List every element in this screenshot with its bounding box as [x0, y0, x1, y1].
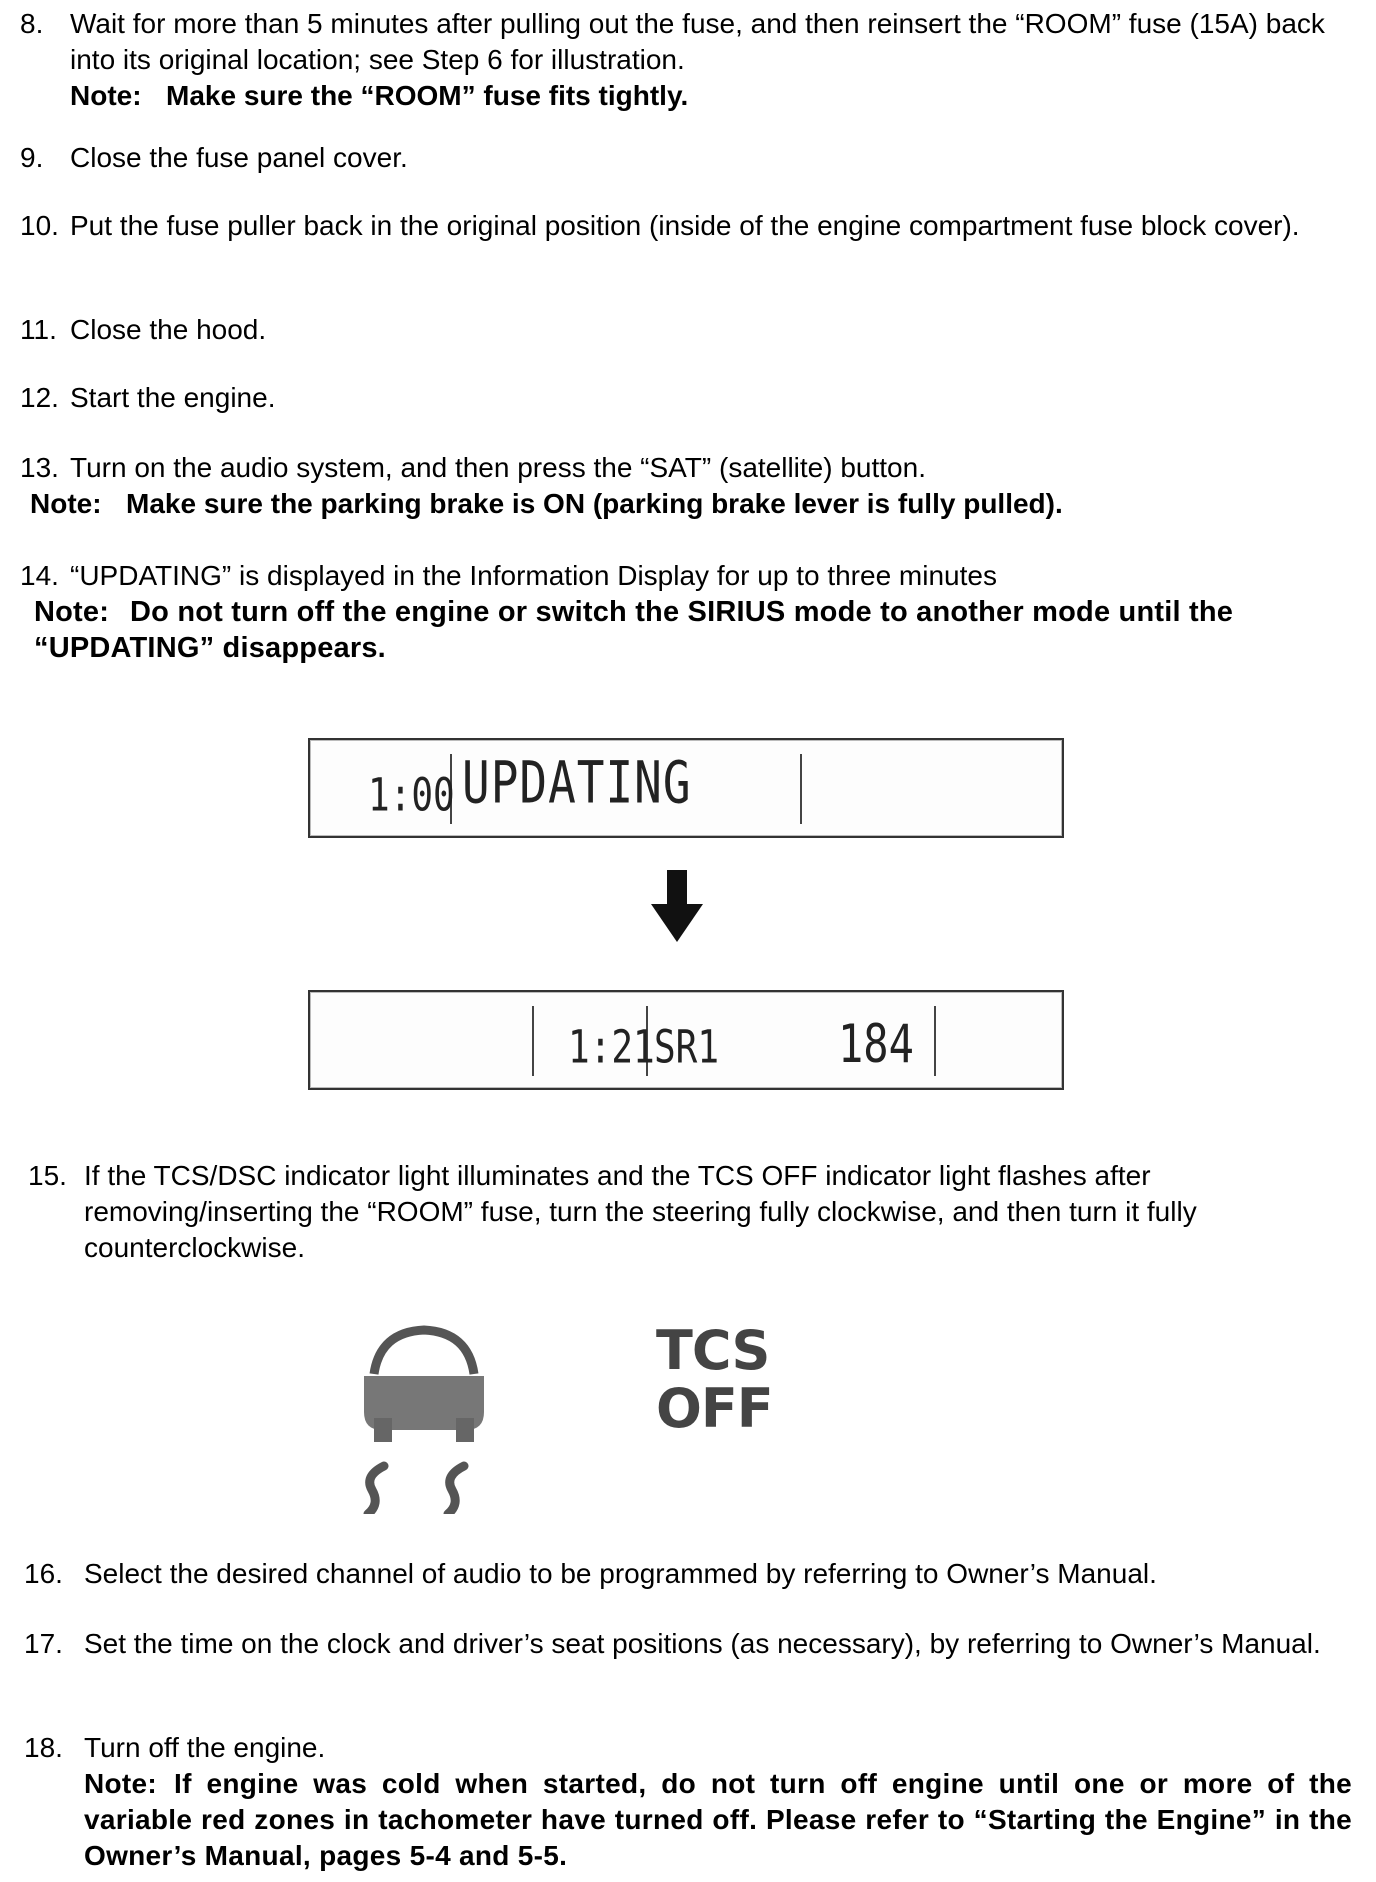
step-text: Select the desired channel of audio to be programmed by referring to Owner’s Manual. — [84, 1558, 1157, 1589]
step-number: 16. — [24, 1558, 63, 1589]
step-number: 17. — [24, 1628, 63, 1659]
step-8 — [20, 6, 1352, 114]
step-13 — [20, 450, 1352, 522]
note-label: Note: — [34, 596, 110, 628]
step-number: 8. — [20, 8, 44, 39]
step-number: 12. — [20, 382, 59, 413]
display-divider — [800, 754, 802, 824]
step-text: Wait for more than 5 minutes after pulling out the fuse, and then reinsert the “ROOM” fuse (15A) back into its original location; see Step 6 for illustration. — [70, 8, 1325, 75]
display-channel-name: SR1 — [654, 1022, 720, 1074]
traction-slip-icon — [352, 1314, 496, 1514]
off-label: OFF — [656, 1377, 773, 1440]
note-text: If engine was cold when started, do not turn off engine until one or more of the variable red zones in tachometer have turned off. Please refer to “Starting the Engine” in the Owner’s Manual, pages 5-4 and 5-5. — [84, 1768, 1352, 1871]
step-text: “UPDATING” is displayed in the Information Display for up to three minutes — [70, 560, 997, 591]
note-label: Note: — [70, 80, 142, 111]
step-note — [30, 486, 1352, 522]
display-time: 1:21 — [568, 1022, 655, 1074]
step-number: 15. — [28, 1160, 67, 1191]
step-text: Close the fuse panel cover. — [70, 142, 408, 173]
step-15 — [20, 1158, 1352, 1266]
step-text: If the TCS/DSC indicator light illuminates and the TCS OFF indicator light flashes after removing/inserting the “ROOM” fuse, turn the steering fully clockwise, and then turn it fully counterclockwise. — [84, 1160, 1197, 1263]
info-display-channel — [308, 990, 1064, 1090]
display-message: UPDATING — [462, 748, 692, 817]
tcs-off-indicator — [656, 1319, 773, 1440]
step-number: 13. — [20, 452, 59, 483]
step-number: 14. — [20, 560, 59, 591]
display-time: 1:00 — [368, 770, 455, 822]
step-10 — [20, 208, 1352, 244]
step-number: 9. — [20, 142, 44, 173]
display-divider — [934, 1006, 936, 1076]
down-arrow-icon — [651, 870, 703, 942]
step-text: Start the engine. — [70, 382, 276, 413]
step-text: Set the time on the clock and driver’s seat positions (as necessary), by referring to Owner’s Manual. — [84, 1628, 1321, 1659]
step-16 — [20, 1556, 1352, 1592]
step-note — [34, 594, 1352, 666]
step-text: Turn on the audio system, and then press the “SAT” (satellite) button. — [70, 452, 926, 483]
step-9 — [20, 140, 1352, 176]
tcs-label: TCS — [656, 1319, 770, 1382]
note-label: Note: — [84, 1768, 158, 1799]
step-number: 18. — [24, 1732, 63, 1763]
note-label: Note: — [30, 488, 102, 519]
step-17 — [20, 1626, 1352, 1662]
step-11 — [20, 312, 1352, 348]
step-12 — [20, 380, 1352, 416]
step-note — [70, 78, 1352, 114]
step-text: Put the fuse puller back in the original position (inside of the engine compartment fuse block cover). — [70, 210, 1300, 241]
step-number: 10. — [20, 210, 59, 241]
step-18 — [20, 1730, 1352, 1874]
step-text: Turn off the engine. — [84, 1732, 326, 1763]
note-text: Make sure the parking brake is ON (parking brake lever is fully pulled). — [126, 488, 1063, 519]
display-divider — [532, 1006, 534, 1076]
note-text: Do not turn off the engine or switch the SIRIUS mode to another mode until the “UPDATING” disappears. — [34, 596, 1234, 664]
info-display-updating — [308, 738, 1064, 838]
step-note — [84, 1766, 1352, 1874]
step-number: 11. — [20, 314, 57, 345]
step-text: Close the hood. — [70, 314, 267, 345]
step-14 — [20, 558, 1352, 666]
note-text: Make sure the “ROOM” fuse fits tightly. — [166, 80, 689, 111]
display-channel-number: 184 — [838, 1013, 914, 1075]
